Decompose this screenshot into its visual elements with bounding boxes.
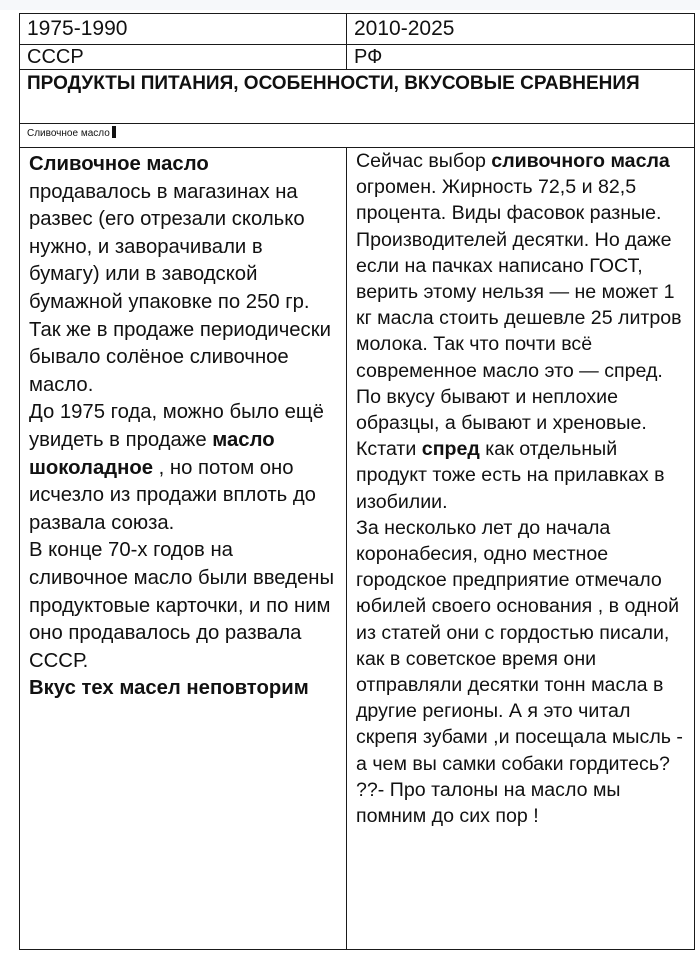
text-cursor [112,126,116,138]
caption-row [19,123,695,148]
right-p1-start: Сейчас выбор [356,150,492,172]
right-body-cell [346,147,695,950]
left-p3-bold: масло шоколадное [29,428,275,479]
left-country: СССР [19,44,347,70]
left-period-header: 1975-1990 [19,13,347,45]
left-paragraph-1 [29,151,336,317]
right-paragraph-2 [356,436,684,515]
left-paragraph-2: Так же в продаже периодически бывало солёное сливочное масло. [29,318,331,396]
right-p1-end: огромен. Жирность 72,5 и 82,5 процента. Виды фасовок разные. Производителей десятки. Но даже если на пачках написано ГОСТ, верить этому нельзя — не может 1 кг масла стоить дешевле 25 литров молока. Так что почти всё современное масло это — спред. По вкусу бывают и неплохие образцы, а бывают и хреновые. [356,176,682,435]
left-paragraph-4: В конце 70-х годов на сливочное масло были введены продуктовые карточки, и по ним оно продавалось до развала СССР. [29,539,335,672]
left-paragraph-3 [29,399,336,537]
right-p2-bold: спред [421,438,480,461]
left-p3-start: До 1975 года, можно было ещё увидеть в продаже [29,401,324,451]
right-p2-end: как отдельный продукт тоже есть на прилавках в изобилии. [356,438,665,513]
left-p3-end: , но потом оно исчезло из продажи вплоть до развала союза. [29,456,316,534]
right-p2-start: Кстати [356,438,422,461]
right-p1-bold: сливочного масла [491,150,670,172]
caption-text: Сливочное масло [27,128,110,139]
right-paragraph-1 [356,148,684,436]
left-body-cell [19,147,347,950]
left-p1-bold: Сливочное масло [29,153,209,175]
top-strip [0,0,700,10]
comparison-table [19,13,695,950]
left-paragraph-5: Вкус тех масел неповторим [29,677,309,700]
section-title: ПРОДУКТЫ ПИТАНИЯ, ОСОБЕННОСТИ, ВКУСОВЫЕ СРАВНЕНИЯ [19,69,695,124]
left-p1-text: продавалось в магазинах на развес (его отрезали сколько нужно, и заворачивали в бумагу) или в заводской бумажной упаковке по 250 гр. [29,180,310,313]
right-period-header: 2010-2025 [346,13,695,45]
right-paragraph-3: За несколько лет до начала коронабесия, одно местное городское предприятие отмечало юбилей своего основания , в одной из статей они с гордостью писали, как в советское время они отправляли десятки тонн масла в другие регионы. А я это читал скрепя зубами ,и посещала мысль - а чем вы самки собаки гордитесь? ??- Про талоны на масло мы помним до сих пор ! [356,516,683,828]
right-country: РФ [346,44,695,70]
